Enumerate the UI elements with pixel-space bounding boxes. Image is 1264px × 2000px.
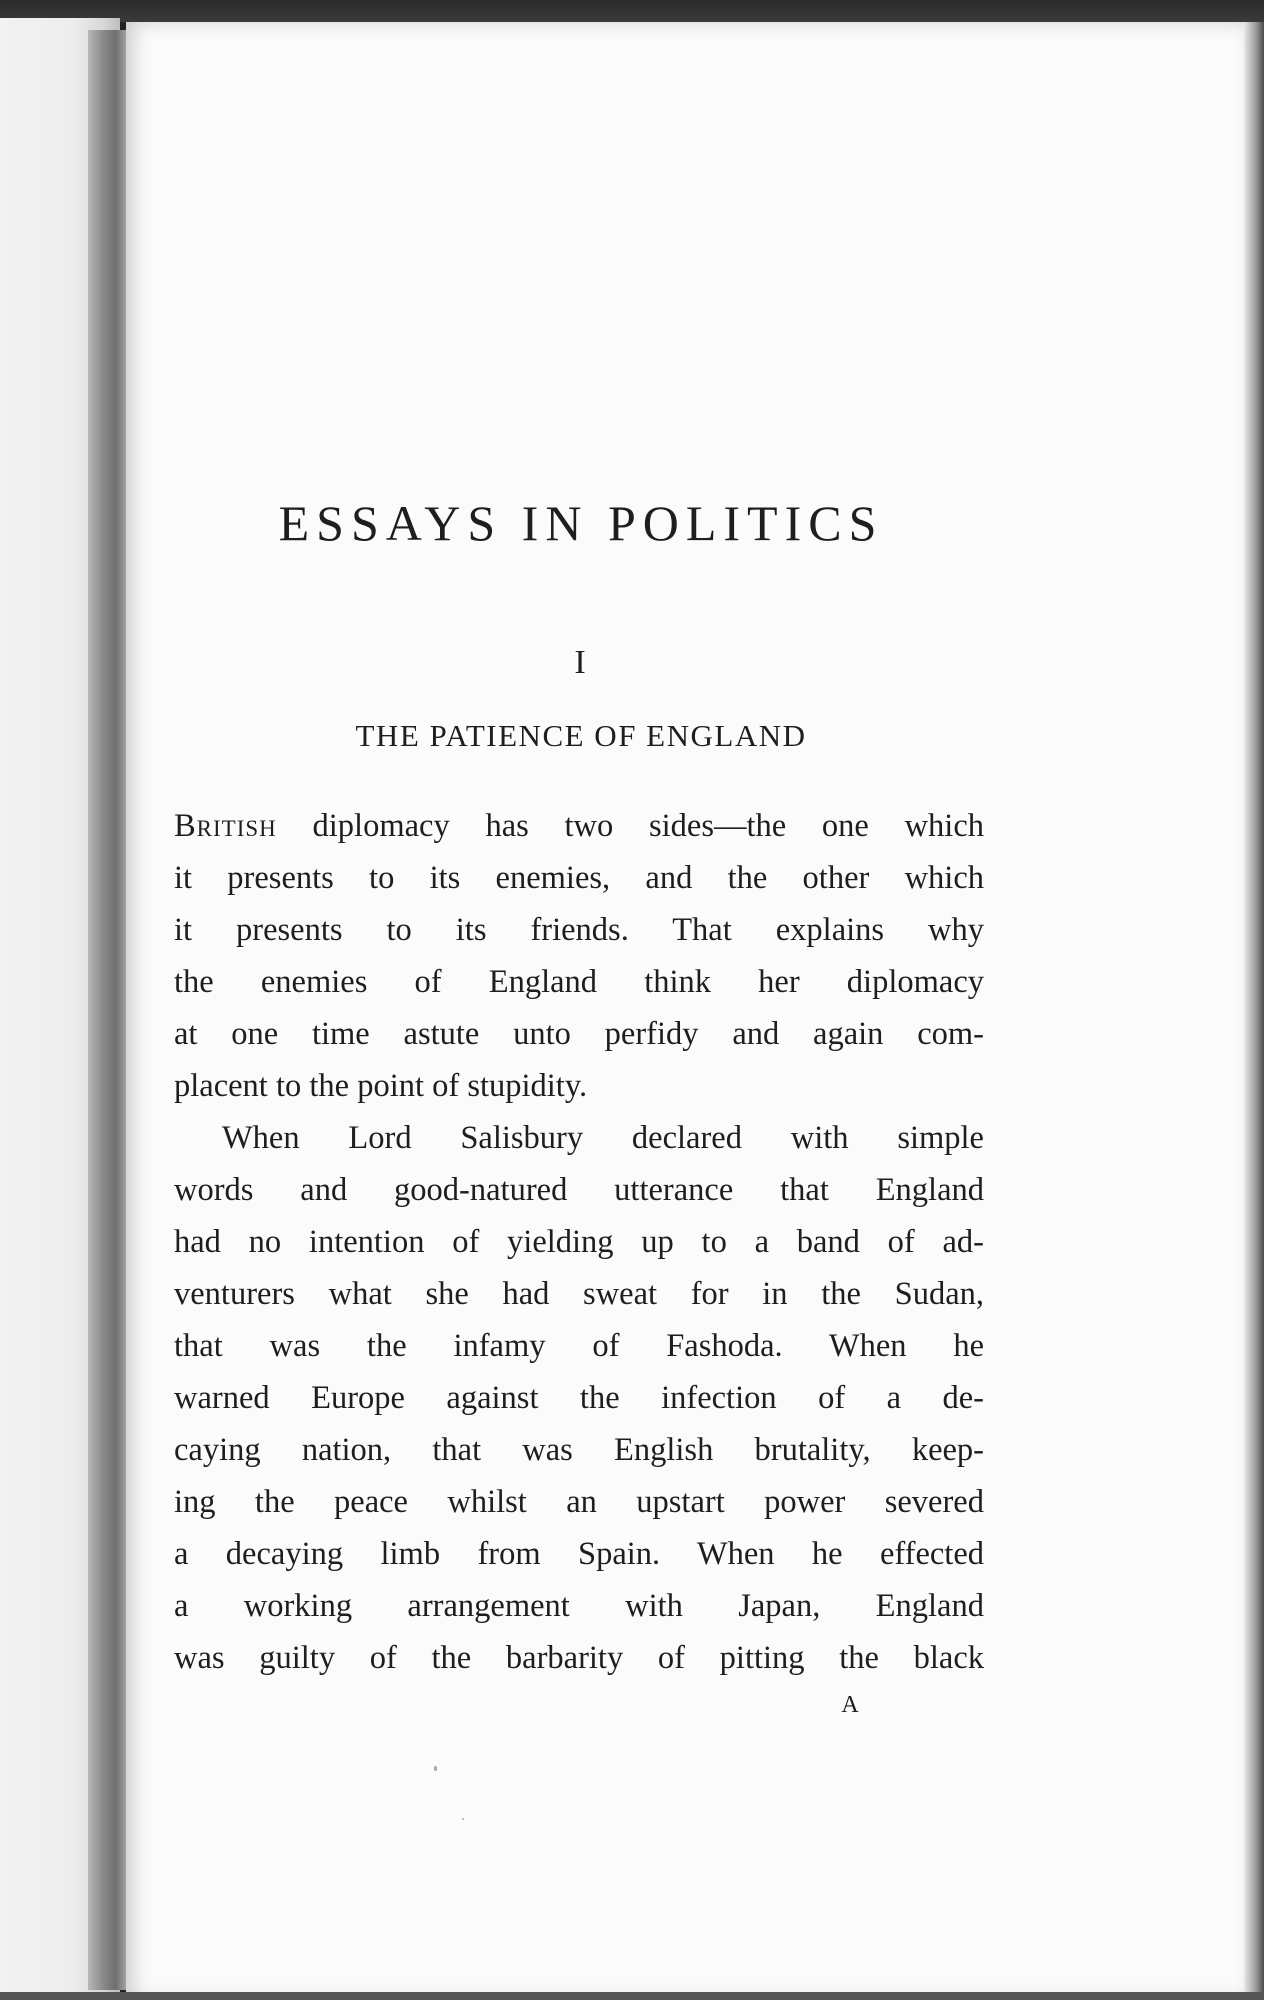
paragraph-1-line: it presents to its friends. That explains why [174,912,984,948]
chapter-title: THE PATIENCE OF ENGLAND [355,718,807,753]
paragraph-2-line: had no intention of yielding up to a band of ad- [174,1224,984,1260]
paragraph-2-line: words and good-natured utterance that England [174,1172,984,1208]
page-right-edge [1244,22,1264,2000]
paragraph-2-line: was guilty of the barbarity of pitting the black [174,1640,984,1676]
scan-speck [434,1766,437,1771]
chapter-number: I [574,644,586,681]
scan-bottom-border [0,1992,1264,2000]
paragraph-1-line: the enemies of England think her diplomacy [174,964,984,1000]
paragraph-2-line: a decaying limb from Spain. When he effected [174,1536,984,1572]
paragraph-2-line: ing the peace whilst an upstart power severed [174,1484,984,1520]
paragraph-1-line: it presents to its enemies, and the other which [174,860,984,896]
paragraph-2-line: caying nation, that was English brutality, keep- [174,1432,984,1468]
paragraph-2-line: When Lord Salisbury declared with simple [222,1120,984,1156]
printer-signature-mark: A [841,1692,859,1718]
paragraph-2-line: that was the infamy of Fashoda. When he [174,1328,984,1364]
scan-speck [462,1818,464,1820]
paragraph-1-line: at one time astute unto perfidy and again com- [174,1016,984,1052]
paragraph-2-line: a working arrangement with Japan, England [174,1588,984,1624]
paragraph-2-line: venturers what she had sweat for in the Sudan, [174,1276,984,1312]
paragraph-1-line: placent to the point of stupidity. [174,1068,588,1104]
paragraph-1-line-text: diplomacy has two sides—the one which [276,808,984,844]
paragraph-1-line [174,800,984,852]
scan-top-border [0,0,1264,22]
book-title: ESSAYS IN POLITICS [278,495,884,551]
paragraph-2-line: warned Europe against the infection of a de- [174,1380,984,1416]
opening-word: British [174,808,277,844]
